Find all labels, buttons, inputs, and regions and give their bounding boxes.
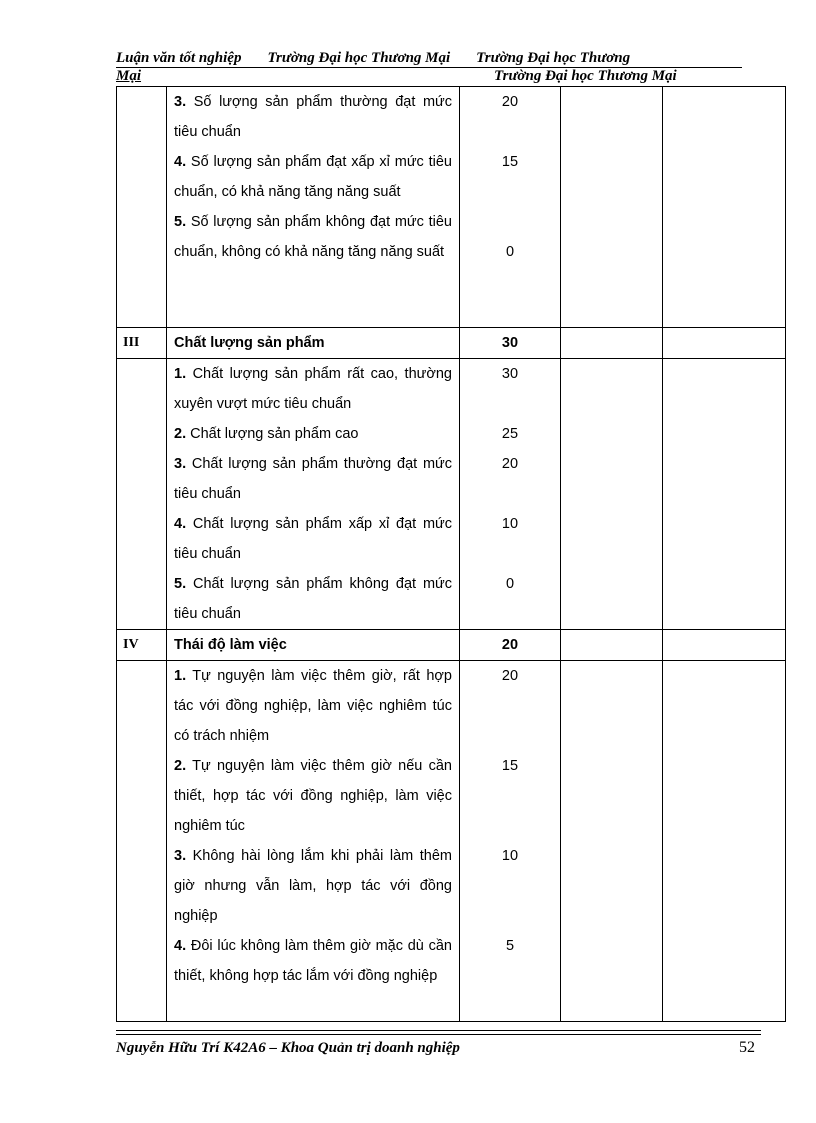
cell-roman-empty	[117, 87, 167, 328]
points-column	[460, 87, 561, 328]
cell-empty	[561, 661, 663, 1022]
header-university-name-repeat: Trường Đại học Thương	[476, 50, 631, 66]
points-column	[460, 661, 561, 1022]
cell-empty	[561, 630, 663, 661]
section-header-row	[117, 328, 786, 359]
points-value: 30	[501, 366, 519, 382]
points-value: 0	[505, 576, 515, 592]
section-title: Thái độ làm việc	[167, 630, 460, 661]
points-value: 0	[505, 244, 515, 260]
criteria-list	[167, 87, 460, 328]
section-header-row	[117, 630, 786, 661]
criteria-item: 1. Tự nguyện làm việc thêm giờ, rất hợp tác với đồng nghiệp, làm việc nghiêm túc có trách nhiệm	[174, 668, 452, 744]
section-items-row	[117, 661, 786, 1022]
cell-empty	[663, 87, 786, 328]
criteria-item: 2. Chất lượng sản phẩm cao	[174, 426, 359, 442]
evaluation-table	[116, 86, 786, 1022]
points-value: 20	[501, 456, 519, 472]
points-value: 20	[501, 668, 519, 684]
table-row-continuation	[117, 87, 786, 328]
cell-roman-empty	[117, 661, 167, 1022]
header-university-name-2: Trường Đại học Thương Mại	[494, 68, 677, 84]
section-roman-numeral: IV	[117, 630, 167, 661]
criteria-item: 5. Chất lượng sản phẩm không đạt mức tiêu chuẩn	[174, 576, 452, 622]
criteria-list	[167, 359, 460, 630]
points-value: 15	[501, 154, 519, 170]
section-total-points: 20	[460, 630, 561, 661]
criteria-list	[167, 661, 460, 1022]
criteria-item: 3. Không hài lòng lắm khi phải làm thêm giờ nhưng vẫn làm, hợp tác với đồng nghiệp	[174, 848, 452, 924]
footer-author: Nguyễn Hữu Trí K42A6 – Khoa Quản trị doanh nghiệp	[116, 1040, 460, 1056]
points-value: 15	[501, 758, 519, 774]
header-university-name: Trường Đại học Thương Mại	[267, 50, 451, 66]
page-header	[116, 50, 746, 66]
cell-empty	[561, 359, 663, 630]
page-footer	[116, 1039, 761, 1057]
header-thesis-label: Luận văn tốt nghiệp	[116, 50, 242, 66]
points-value: 10	[501, 848, 519, 864]
cell-empty	[663, 661, 786, 1022]
points-value: 5	[505, 938, 515, 954]
page-number: 52	[739, 1039, 755, 1056]
footer-divider	[116, 1034, 761, 1035]
section-title: Chất lượng sản phẩm	[167, 328, 460, 359]
cell-empty	[663, 328, 786, 359]
cell-empty	[561, 328, 663, 359]
page-header-wrap	[116, 68, 742, 84]
criteria-item: 5. Số lượng sản phẩm không đạt mức tiêu chuẩn, không có khả năng tăng năng suất	[174, 214, 452, 260]
points-column	[460, 359, 561, 630]
cell-empty	[561, 87, 663, 328]
criteria-item: 4. Chất lượng sản phẩm xấp xỉ đạt mức tiêu chuẩn	[174, 516, 452, 562]
section-roman-numeral: III	[117, 328, 167, 359]
points-value: 25	[501, 426, 519, 442]
section-items-row	[117, 359, 786, 630]
section-total-points: 30	[460, 328, 561, 359]
criteria-item: 2. Tự nguyện làm việc thêm giờ nếu cần thiết, hợp tác với đồng nghiệp, làm việc nghiêm túc	[174, 758, 452, 834]
footer-divider	[116, 1030, 761, 1031]
criteria-item: 4. Số lượng sản phẩm đạt xấp xỉ mức tiêu chuẩn, có khả năng tăng năng suất	[174, 154, 452, 200]
criteria-item: 3. Chất lượng sản phẩm thường đạt mức tiêu chuẩn	[174, 456, 452, 502]
header-wrap-text: Mại	[116, 68, 142, 84]
cell-roman-empty	[117, 359, 167, 630]
criteria-item: 3. Số lượng sản phẩm thường đạt mức tiêu chuẩn	[174, 94, 452, 140]
criteria-item: 4. Đôi lúc không làm thêm giờ mặc dù cần thiết, không hợp tác lắm với đồng nghiệp	[174, 938, 452, 984]
points-value: 20	[501, 94, 519, 110]
cell-empty	[663, 630, 786, 661]
cell-empty	[663, 359, 786, 630]
criteria-item: 1. Chất lượng sản phẩm rất cao, thường xuyên vượt mức tiêu chuẩn	[174, 366, 452, 412]
points-value: 10	[501, 516, 519, 532]
